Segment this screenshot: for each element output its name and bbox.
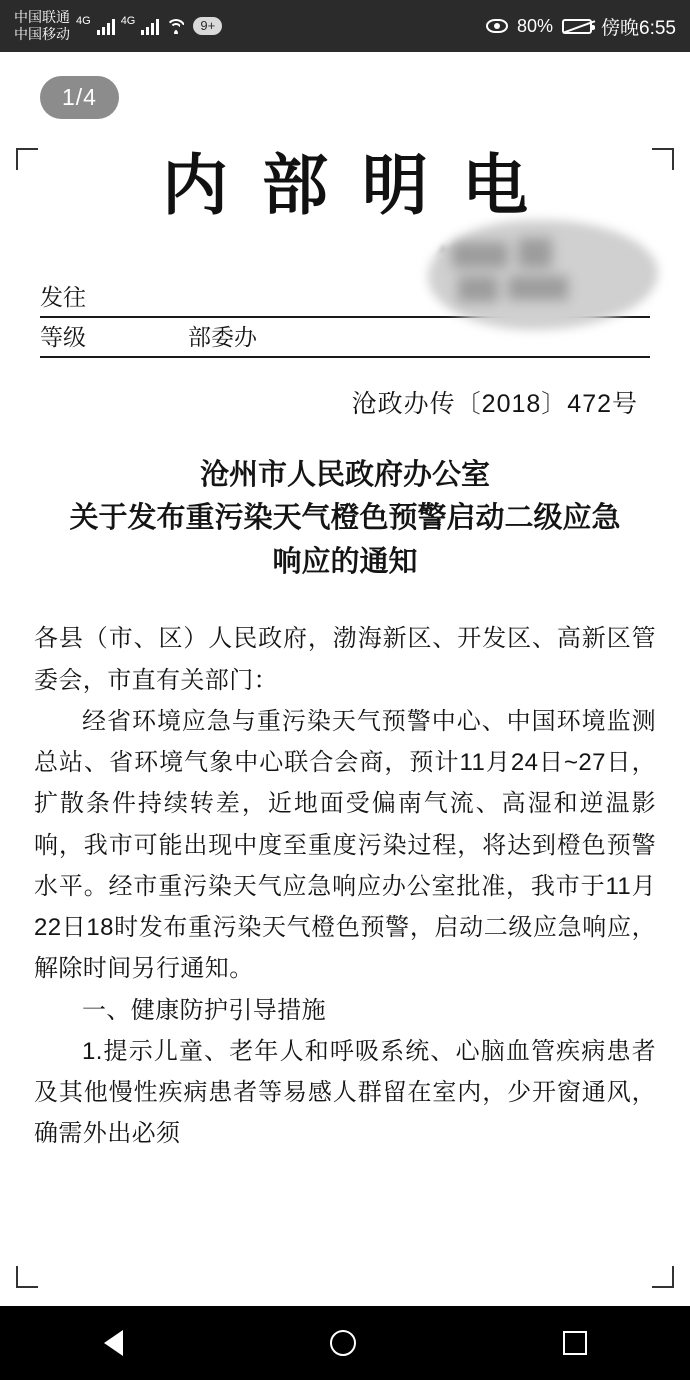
document-page bbox=[0, 52, 690, 1155]
document-fields bbox=[24, 278, 666, 358]
document-headline bbox=[24, 454, 666, 585]
document-viewer[interactable] bbox=[0, 52, 690, 1306]
system-navigation-bar bbox=[0, 1306, 690, 1380]
eye-comfort-icon bbox=[486, 19, 508, 33]
field-label: 发往 bbox=[40, 283, 86, 310]
field-value: 部委办 bbox=[188, 323, 257, 350]
carrier-1-label: 中国联通 bbox=[14, 8, 70, 25]
network-type-2-label: 4G bbox=[120, 14, 136, 27]
recents-square-icon[interactable] bbox=[563, 1331, 587, 1355]
body-paragraph: 经省环境应急与重污染天气预警中心、中国环境监测总站、省环境气象中心联合会商，预计11月24日~27日，扩散条件持续转差，近地面受偏南气流、高湿和逆温影响，我市可能出现中度至重度污染过程，将达到橙色预警水平。经市重污染天气应急响应办公室批准，我市于11月22日18时发布重污染天气橙色预警，启动二级应急响应，解除时间另行通知。 bbox=[34, 707, 656, 983]
carrier-labels bbox=[14, 9, 70, 44]
signal-bars-icon bbox=[97, 17, 115, 35]
carrier-2-label: 中国移动 bbox=[14, 26, 70, 42]
document-title: 内部明电 bbox=[162, 150, 562, 223]
battery-percent-label: 80% bbox=[516, 15, 554, 36]
crop-mark-bottom-right bbox=[652, 1266, 674, 1288]
status-bar-right bbox=[486, 13, 676, 40]
headline-line: 响应的通知 bbox=[272, 545, 418, 578]
headline-line: 关于发布重污染天气橙色预警启动二级应急 bbox=[69, 502, 621, 535]
notification-count-badge: 9+ bbox=[193, 17, 222, 36]
page-indicator-badge: 1/4 bbox=[40, 76, 119, 119]
status-bar-left bbox=[14, 9, 222, 44]
signal-bars-secondary-icon bbox=[141, 17, 159, 35]
body-paragraph: 1.提示儿童、老年人和呼吸系统、心脑血管疾病患者及其他慢性疾病患者等易感人群留在室内，少开窗通风，确需外出必须 bbox=[34, 1037, 656, 1148]
headline-line: 沧州市人民政府办公室 bbox=[199, 458, 490, 491]
network-type-1-label: 4G bbox=[76, 14, 91, 27]
field-value bbox=[160, 312, 188, 316]
clock-label: 傍晚6:55 bbox=[601, 17, 676, 39]
body-section-heading: 一、健康防护引导措施 bbox=[82, 996, 326, 1024]
field-label: 等级 bbox=[40, 323, 86, 350]
body-paragraph: 各县（市、区）人民政府，渤海新区、开发区、高新区管委会，市直有关部门： bbox=[34, 625, 656, 694]
battery-icon bbox=[562, 19, 592, 34]
home-circle-icon[interactable] bbox=[330, 1330, 356, 1356]
document-body bbox=[24, 618, 666, 1154]
crop-mark-bottom-left bbox=[16, 1266, 38, 1288]
back-triangle-icon[interactable] bbox=[104, 1330, 123, 1356]
wifi-icon bbox=[165, 17, 187, 35]
document-number: 沧政办传〔2018〕472号 bbox=[351, 389, 638, 418]
status-bar bbox=[0, 0, 690, 52]
